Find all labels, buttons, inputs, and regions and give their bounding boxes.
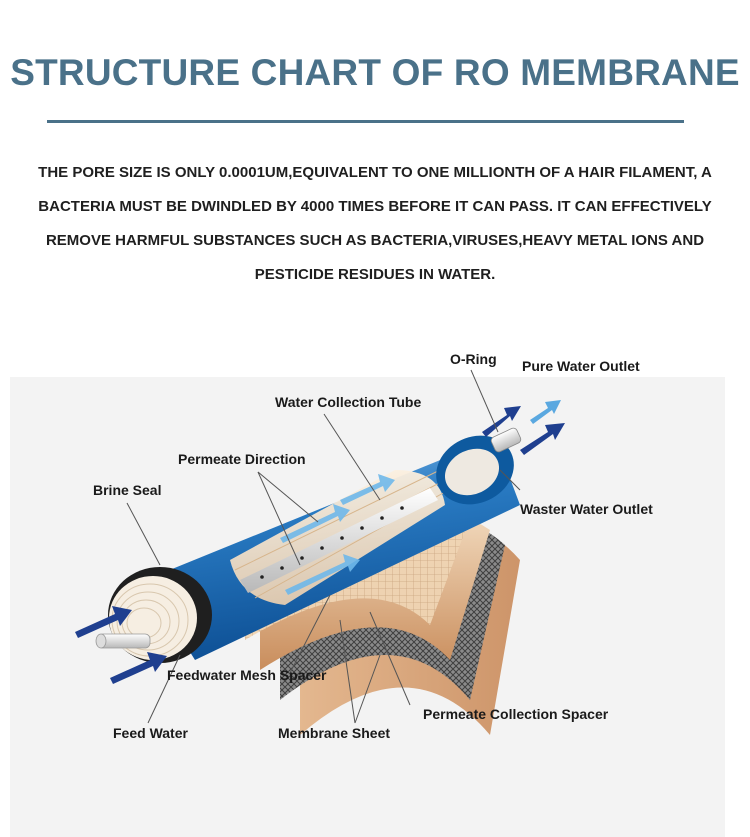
page-title: STRUCTURE CHART OF RO MEMBRANE xyxy=(10,52,740,93)
label-pure-water-outlet: Pure Water Outlet xyxy=(522,358,640,374)
label-waster-water-outlet: Waster Water Outlet xyxy=(520,501,653,517)
label-permeate-direction: Permeate Direction xyxy=(178,451,306,467)
label-brine-seal: Brine Seal xyxy=(93,482,162,498)
label-feed-water: Feed Water xyxy=(113,725,188,741)
description-text: THE PORE SIZE IS ONLY 0.0001UM,EQUIVALENT TO ONE MILLIONTH OF A HAIR FILAMENT, A BACTERIA MUST BE DWINDLED BY 4000 TIMES BEFORE IT CAN PASS. IT CAN EFFECTIVELY REMOVE HARMFUL SUBSTANCES SUCH AS BACTERIA,VIRUSES,HEAVY METAL IONS AND PESTICIDE RESIDUES IN WATER. xyxy=(38,164,712,283)
label-water-collection-tube: Water Collection Tube xyxy=(275,394,422,410)
label-permeate-collection-spacer: Permeate Collection Spacer xyxy=(423,706,609,722)
label-feedwater-mesh-spacer: Feedwater Mesh Spacer xyxy=(167,667,327,683)
label-membrane-sheet: Membrane Sheet xyxy=(278,725,391,741)
label-o-ring: O-Ring xyxy=(450,351,497,367)
